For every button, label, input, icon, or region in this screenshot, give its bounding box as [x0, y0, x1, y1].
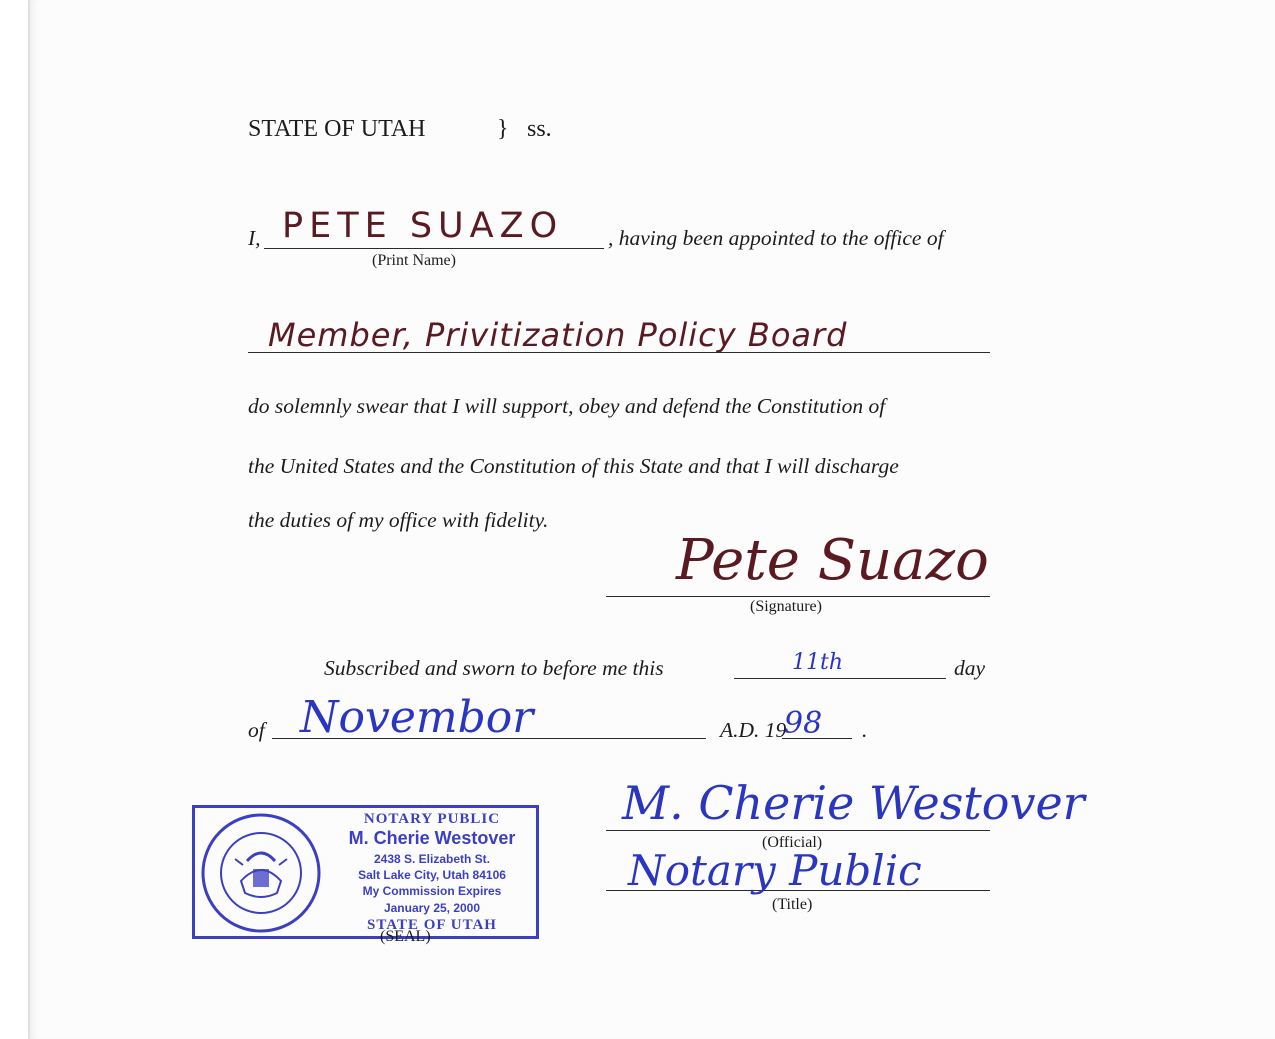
notary-stamp — [192, 805, 539, 939]
official-label: (Official) — [762, 834, 823, 851]
ad-text: A.D. 19 — [720, 718, 787, 742]
print-name-label: (Print Name) — [372, 252, 456, 269]
signature-label: (Signature) — [750, 598, 822, 615]
handwritten-title: Notary Public — [628, 846, 922, 895]
seal-label: (SEAL) — [380, 928, 431, 945]
handwritten-name: PETE SUAZO — [282, 206, 564, 246]
handwritten-office: Member, Privitization Policy Board — [268, 316, 848, 354]
handwritten-day: 11th — [792, 650, 844, 675]
handwritten-month: Novembor — [300, 692, 534, 743]
handwritten-official-signature: M. Cherie Westover — [622, 776, 1085, 830]
handwritten-year: 98 — [784, 706, 823, 741]
oath-body-line3: the duties of my office with fidelity. — [248, 508, 549, 532]
i-prefix: I, — [248, 226, 261, 250]
state-seal-icon — [197, 809, 325, 937]
handwritten-signature: Pete Suazo — [676, 528, 989, 593]
stamp-address1: 2438 S. Elizabeth St. — [373, 852, 491, 866]
day-word: day — [954, 656, 986, 680]
signature-rule — [606, 596, 990, 597]
brace: } — [497, 116, 509, 142]
stamp-commission: My Commission Expires — [362, 884, 502, 898]
period: . — [862, 718, 868, 742]
oath-body-line1: do solemnly swear that I will support, obey and defend the Constitution of — [248, 394, 886, 418]
stamp-state: STATE OF UTAH — [367, 917, 497, 933]
state-heading: STATE OF UTAH — [248, 116, 426, 142]
day-rule — [734, 678, 946, 679]
ss-text: ss. — [527, 116, 552, 142]
stamp-title: NOTARY PUBLIC — [363, 811, 501, 827]
stamp-expires: January 25, 2000 — [383, 901, 481, 915]
appointed-text: , having been appointed to the office of — [608, 226, 944, 250]
oath-body-line2: the United States and the Constitution of this State and that I will discharge — [248, 454, 899, 478]
title-label: (Title) — [772, 896, 813, 913]
official-rule — [606, 830, 990, 831]
stamp-name: M. Cherie Westover — [348, 828, 516, 848]
subscribed-text: Subscribed and sworn to before me this — [324, 656, 664, 680]
stamp-address2: Salt Lake City, Utah 84106 — [358, 868, 506, 882]
name-rule — [264, 248, 604, 249]
of-word: of — [248, 718, 265, 742]
